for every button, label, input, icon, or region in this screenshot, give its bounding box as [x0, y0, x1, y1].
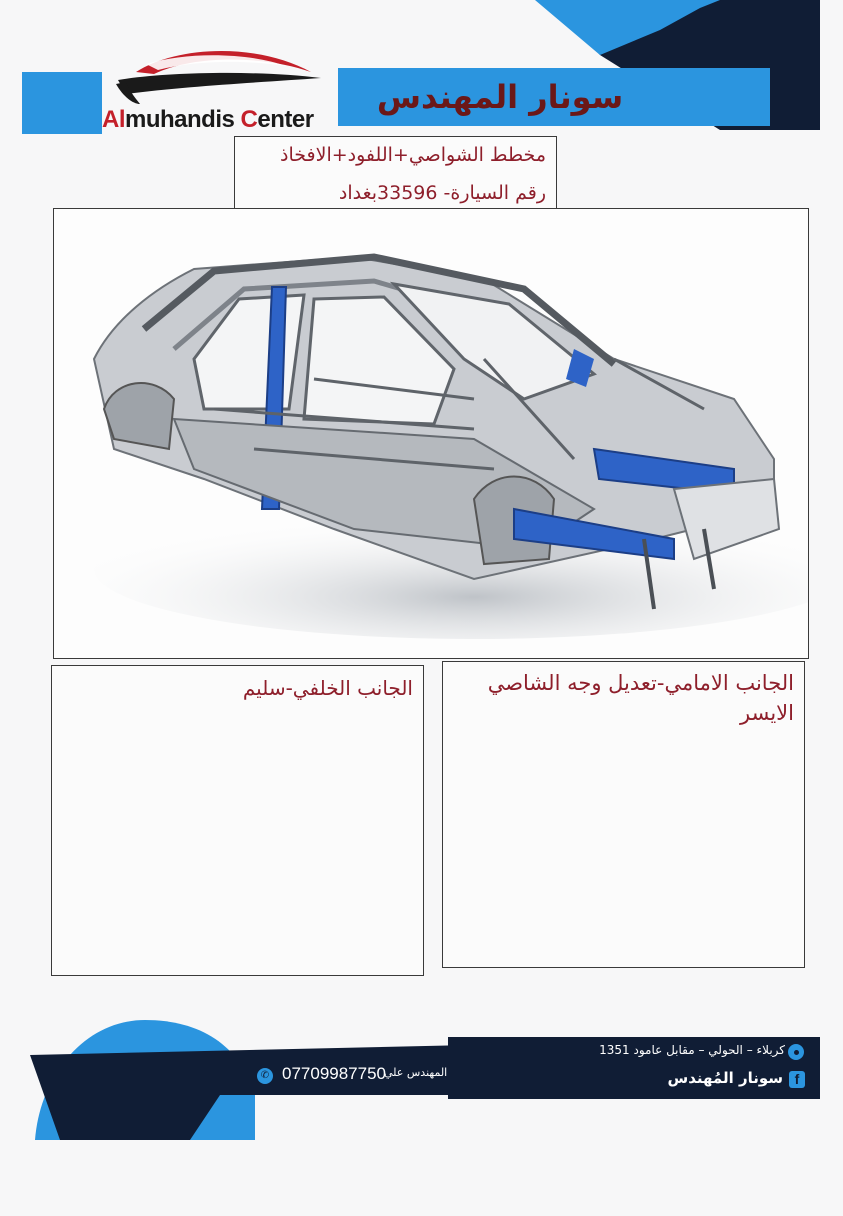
chassis-diagram-box [53, 208, 809, 659]
footer-address: كربلاء – الحولي – مقابل عامود 1351 [599, 1043, 785, 1057]
rear-side-title: الجانب الخلفي-سليم [242, 676, 413, 700]
logo-text [102, 106, 314, 134]
info-line-1: مخطط الشواصي+اللفود+الافخاذ [280, 144, 546, 166]
facebook-icon[interactable]: f [789, 1071, 805, 1088]
logo-car-icon [106, 42, 336, 112]
logo-text-muhandis: muhandis [125, 106, 241, 133]
front-side-box [442, 661, 805, 968]
logo-text-c: C [240, 106, 258, 133]
footer-engineer-label: المهندس علي [384, 1066, 448, 1079]
logo-text-enter: enter [257, 106, 314, 133]
footer-phone[interactable]: 07709987750 [282, 1064, 387, 1083]
front-side-title: الجانب الامامي-تعديل وجه الشاصي الايسر [487, 671, 794, 725]
phone-icon: ✆ [257, 1068, 273, 1084]
brand-title: سونار المهندس [376, 78, 624, 116]
rear-side-box [51, 665, 424, 976]
car-chassis-illustration [54, 209, 808, 658]
logo-text-al: Al [102, 106, 125, 133]
facebook-page-name[interactable]: سونار المُهندس [667, 1069, 783, 1087]
info-line-2: رقم السيارة- 33596بغداد [338, 182, 546, 204]
location-icon [788, 1044, 804, 1060]
header-left-bar [22, 72, 102, 134]
